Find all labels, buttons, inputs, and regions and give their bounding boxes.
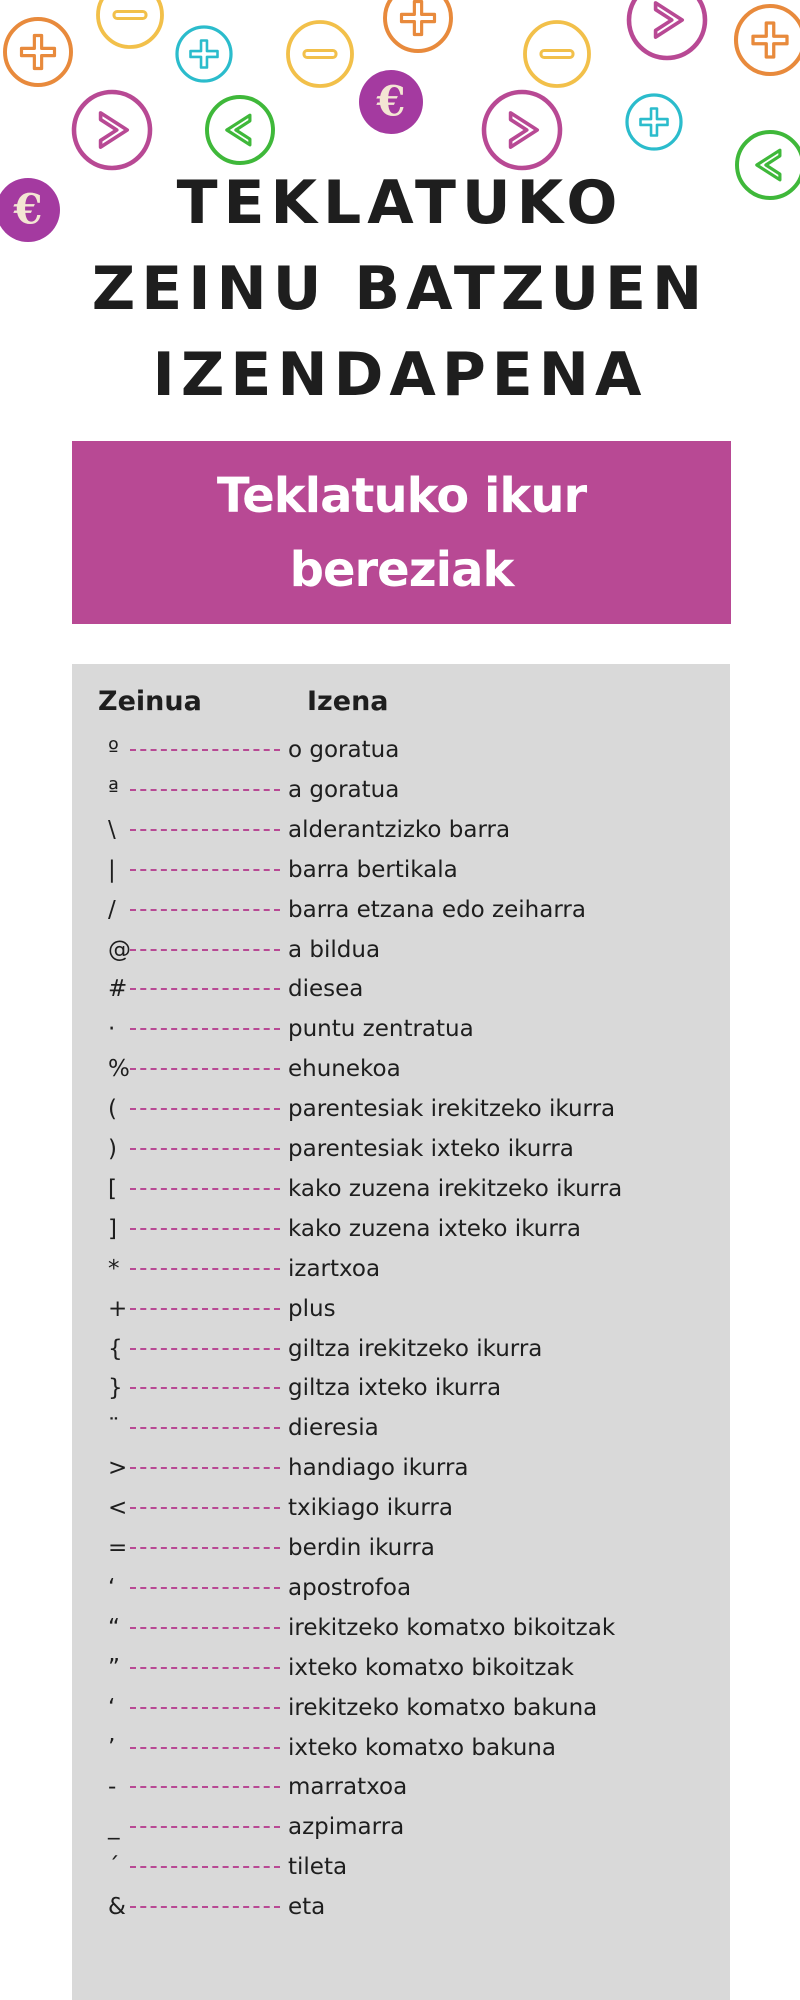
symbol-glyph: |: [108, 856, 116, 883]
symbol-name: txikiago ikurra: [288, 1495, 453, 1522]
dashed-connector: [130, 829, 280, 831]
dashed-connector: [130, 1148, 280, 1150]
dashed-connector: [130, 1427, 280, 1429]
dashed-connector: [130, 1707, 280, 1709]
dashed-connector: [130, 1507, 280, 1509]
symbol-name: dieresia: [288, 1415, 379, 1442]
symbol-glyph: <: [108, 1495, 128, 1522]
list-item: [108, 1613, 615, 1643]
symbol-name: apostrofoa: [288, 1574, 412, 1601]
list-item: [108, 1294, 336, 1324]
dashed-connector: [130, 1387, 280, 1389]
symbol-name: tileta: [288, 1854, 348, 1881]
list-item: [108, 935, 380, 965]
list-item: [108, 1812, 404, 1842]
list-item: [108, 1653, 574, 1683]
symbol-name: alderantzizko barra: [288, 816, 511, 843]
symbol-glyph: ª: [108, 776, 119, 803]
dashed-connector: [130, 1268, 280, 1270]
list-item: [108, 1453, 469, 1483]
symbol-name: handiago ikurra: [288, 1455, 469, 1482]
plus-icon: [624, 92, 684, 152]
banner-line-1: Teklatuko ikur: [216, 467, 587, 524]
symbol-glyph: +: [108, 1295, 128, 1322]
dashed-connector: [130, 1627, 280, 1629]
dashed-connector: [130, 749, 280, 751]
dashed-connector: [130, 869, 280, 871]
symbol-glyph: ’: [108, 1734, 116, 1761]
minus-icon: [95, 0, 165, 50]
symbol-name: azpimarra: [288, 1814, 405, 1841]
symbol-name: irekitzeko komatxo bakuna: [288, 1694, 598, 1721]
dashed-connector: [130, 1028, 280, 1030]
symbol-name: kako zuzena irekitzeko ikurra: [288, 1175, 623, 1202]
list-item: [108, 1573, 411, 1603]
banner-line-2: bereziak: [289, 541, 514, 598]
symbol-glyph: =: [108, 1535, 128, 1561]
list-item: [108, 1334, 542, 1364]
list-item: [108, 974, 363, 1004]
symbol-glyph: >: [108, 1455, 128, 1482]
dashed-connector: [130, 1348, 280, 1350]
dashed-connector: [130, 1188, 280, 1190]
svg-text:€: €: [13, 184, 43, 234]
symbol-glyph: ”: [108, 1654, 120, 1681]
dashed-connector: [130, 1467, 280, 1469]
greater-than-icon: [626, 0, 708, 61]
symbol-name: giltza irekitzeko ikurra: [288, 1335, 543, 1362]
dashed-connector: [130, 1747, 280, 1749]
symbol-name: izartxoa: [288, 1255, 381, 1282]
symbol-glyph: -: [108, 1774, 117, 1801]
dashed-connector: [130, 1587, 280, 1589]
symbol-glyph: \: [108, 816, 116, 843]
symbol-glyph: ): [108, 1136, 117, 1162]
dashed-connector: [130, 1786, 280, 1788]
symbol-glyph: }: [108, 1375, 123, 1402]
symbol-name: a bildua: [288, 936, 381, 963]
symbol-name: parentesiak ixteko ikurra: [288, 1136, 574, 1162]
list-item: [108, 1693, 597, 1723]
symbol-name: puntu zentratua: [288, 1016, 474, 1043]
symbol-glyph: {: [108, 1335, 123, 1362]
symbol-name: ixteko komatxo bikoitzak: [288, 1654, 574, 1681]
plus-icon: [733, 3, 800, 77]
list-item: [108, 1493, 453, 1523]
dashed-connector: [130, 1667, 280, 1669]
symbol-glyph: /: [108, 896, 116, 923]
dashed-connector: [130, 789, 280, 791]
symbol-name: barra etzana edo zeiharra: [288, 896, 586, 923]
list-item: [108, 1214, 581, 1244]
symbol-glyph: %: [108, 1056, 130, 1083]
plus-icon: [174, 24, 234, 84]
symbol-glyph: ‘: [108, 1694, 116, 1721]
page-title: [0, 160, 800, 418]
symbol-name: o goratua: [288, 737, 400, 763]
symbol-glyph: ]: [108, 1215, 117, 1242]
symbol-name: a goratua: [288, 776, 400, 803]
symbol-name: parentesiak irekitzeko ikurra: [288, 1096, 616, 1123]
list-item: [108, 1174, 622, 1204]
dashed-connector: [130, 949, 280, 951]
symbol-glyph: [: [108, 1175, 117, 1202]
symbol-name: ehunekoa: [288, 1056, 401, 1083]
dashed-connector: [130, 1866, 280, 1868]
symbol-glyph: ´: [108, 1854, 120, 1881]
list-item: [108, 1413, 379, 1443]
list-item: [108, 895, 586, 925]
symbol-glyph: ‘: [108, 1574, 116, 1601]
dashed-connector: [130, 1068, 280, 1070]
dashed-connector: [130, 1228, 280, 1230]
list-item: [108, 1134, 574, 1164]
greater-than-icon: [481, 89, 563, 171]
list-item: [108, 1254, 380, 1284]
title-line-2: ZEINU BATZUEN: [91, 254, 709, 324]
list-item: [108, 735, 399, 765]
list-item: [108, 1533, 435, 1563]
minus-icon: [522, 19, 592, 89]
dashed-connector: [130, 1826, 280, 1828]
symbol-name: berdin ikurra: [288, 1535, 435, 1561]
column-header-name: Izena: [307, 686, 389, 717]
plus-icon: [2, 16, 74, 88]
symbol-name: barra bertikala: [288, 856, 458, 883]
minus-icon: [285, 19, 355, 89]
title-line-3: IZENDAPENA: [152, 340, 648, 410]
title-line-1: TEKLATUKO: [176, 168, 624, 238]
list-item: [108, 815, 510, 845]
symbol-name: diesea: [288, 976, 364, 1003]
dashed-connector: [130, 1906, 280, 1908]
svg-text:€: €: [376, 76, 406, 126]
symbol-glyph: #: [108, 976, 128, 1003]
symbol-glyph: (: [108, 1096, 117, 1123]
symbol-name: ixteko komatxo bakuna: [288, 1734, 556, 1761]
euro-icon: [356, 67, 426, 137]
dashed-connector: [130, 988, 280, 990]
list-item: [108, 1772, 407, 1802]
list-item: [108, 1733, 556, 1763]
greater-than-icon: [71, 89, 153, 171]
list-item: [108, 1373, 501, 1403]
symbol-glyph: *: [108, 1255, 120, 1282]
less-than-icon: [204, 94, 276, 166]
column-header-symbol: Zeinua: [98, 686, 202, 717]
symbol-glyph: º: [108, 737, 119, 763]
symbol-name: marratxoa: [288, 1774, 408, 1801]
symbol-name: irekitzeko komatxo bikoitzak: [288, 1614, 616, 1641]
symbol-glyph: ·: [108, 1016, 116, 1043]
plus-icon: [382, 0, 454, 54]
dashed-connector: [130, 1547, 280, 1549]
list-item: [108, 855, 458, 885]
section-banner: [72, 441, 731, 624]
symbol-glyph: &: [108, 1894, 126, 1921]
symbol-glyph: @: [108, 936, 131, 963]
dashed-connector: [130, 1108, 280, 1110]
dashed-connector: [130, 909, 280, 911]
list-item: [108, 1094, 615, 1124]
symbol-glyph: _: [108, 1814, 120, 1841]
symbol-name: eta: [288, 1894, 326, 1921]
list-item: [108, 1892, 325, 1922]
list-item: [108, 775, 399, 805]
symbol-name: plus: [288, 1295, 336, 1322]
symbol-name: giltza ixteko ikurra: [288, 1375, 502, 1402]
symbol-glyph: “: [108, 1614, 120, 1641]
list-item: [108, 1014, 474, 1044]
dashed-connector: [130, 1308, 280, 1310]
symbol-name: kako zuzena ixteko ikurra: [288, 1215, 581, 1242]
list-item: [108, 1054, 401, 1084]
symbol-glyph: ¨: [108, 1415, 120, 1442]
list-item: [108, 1852, 347, 1882]
